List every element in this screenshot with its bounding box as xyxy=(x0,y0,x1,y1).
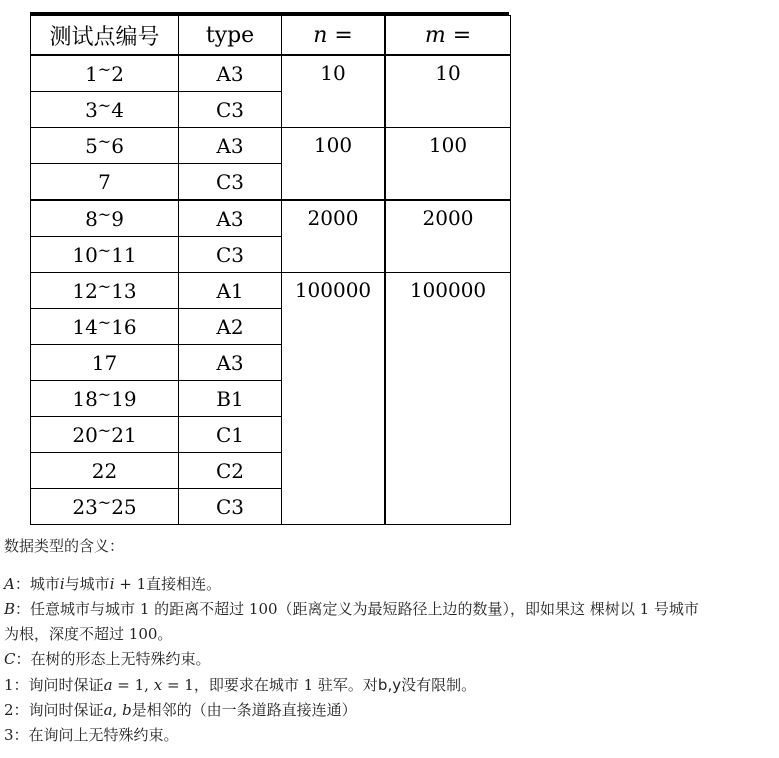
math-var: x xyxy=(153,676,163,694)
test-id-cell: 8~9 xyxy=(31,200,179,237)
math-num: 1 xyxy=(303,676,314,694)
type-cell: A1 xyxy=(179,273,282,309)
test-id-cell: 18~19 xyxy=(31,381,179,417)
header-m: m = xyxy=(385,16,511,56)
table-header-row xyxy=(31,16,511,56)
test-id-cell: 5~6 xyxy=(31,128,179,164)
definition-A xyxy=(4,572,221,596)
math-num: 100 xyxy=(248,600,278,618)
n-cell: 2000 xyxy=(282,200,386,273)
type-cell: A3 xyxy=(179,55,282,92)
def-text: （距离定义为最短路径上边的数量），即如果这 棵树以 xyxy=(277,600,640,618)
def-text: ：询问时保证 xyxy=(13,676,104,694)
test-id-cell: 12~13 xyxy=(31,273,179,309)
def-label: 2 xyxy=(4,701,14,719)
n-cell: 100 xyxy=(282,128,386,201)
test-id-cell: 14~16 xyxy=(31,309,179,345)
math-var: i xyxy=(109,575,115,593)
def-text: 是相邻的（由一条道路直接连通） xyxy=(131,701,357,719)
def-label: B xyxy=(4,600,16,618)
def-text: 直接相连。 xyxy=(146,575,222,593)
math-num: 100 xyxy=(128,625,158,643)
def-label: 3 xyxy=(4,726,14,744)
test-id-cell: 20~21 xyxy=(31,417,179,453)
def-text: 的距离不超过 xyxy=(149,600,249,618)
definition-B xyxy=(4,597,699,621)
math-var: i xyxy=(59,575,65,593)
math-var: a xyxy=(103,676,113,694)
n-cell: 100000 xyxy=(282,273,386,525)
m-cell: 2000 xyxy=(385,200,511,273)
def-label: A xyxy=(4,575,15,593)
definition-C xyxy=(4,647,211,671)
test-id-cell: 7 xyxy=(31,164,179,201)
m-cell: 100000 xyxy=(385,273,511,525)
math-var: a xyxy=(103,701,113,719)
test-id-cell: 23~25 xyxy=(31,489,179,525)
test-id-cell: 1~2 xyxy=(31,55,179,92)
def-text: 。 xyxy=(157,625,173,643)
def-text: 与城市 xyxy=(64,575,110,593)
def-text: ：在询问上无特殊约束。 xyxy=(13,726,179,744)
def-label: C xyxy=(4,650,16,668)
table-row xyxy=(31,128,511,164)
table-row xyxy=(31,273,511,309)
math-var: b xyxy=(122,701,132,719)
header-n: n = xyxy=(282,16,386,56)
math-num: 1 xyxy=(639,600,650,618)
type-cell: C3 xyxy=(179,92,282,128)
m-cell: 10 xyxy=(385,55,511,128)
def-text: ：城市 xyxy=(14,575,60,593)
test-point-table xyxy=(30,15,511,525)
data-type-heading: 数据类型的含义： xyxy=(4,537,125,555)
test-point-table-container xyxy=(30,15,509,525)
test-id-cell: 10~11 xyxy=(31,237,179,273)
def-text: ：询问时保证 xyxy=(13,701,104,719)
type-cell: A3 xyxy=(179,200,282,237)
header-test-id: 测试点编号 xyxy=(31,16,179,56)
m-cell: 100 xyxy=(385,128,511,201)
test-id-cell: 22 xyxy=(31,453,179,489)
type-cell: C3 xyxy=(179,489,282,525)
type-cell: A2 xyxy=(179,309,282,345)
definition-1 xyxy=(4,673,476,697)
math-expr: = 1 xyxy=(162,676,194,694)
table-row xyxy=(31,200,511,237)
definition-2 xyxy=(4,698,357,722)
math-num: 1 xyxy=(139,600,150,618)
def-text: ：在树的形态上无特殊约束。 xyxy=(15,650,211,668)
def-label: 1 xyxy=(4,676,14,694)
definition-3 xyxy=(4,723,179,747)
type-cell: C3 xyxy=(179,164,282,201)
def-text: 为根，深度不超过 xyxy=(4,625,129,643)
type-cell: C2 xyxy=(179,453,282,489)
math-expr: + 1 xyxy=(114,575,147,593)
def-text: ，即要求在城市 xyxy=(193,676,304,694)
definition-B-continued xyxy=(4,622,172,646)
n-cell: 10 xyxy=(282,55,386,128)
def-text: ：任意城市与城市 xyxy=(15,600,140,618)
math-expr: = 1, xyxy=(112,676,154,694)
type-cell: C1 xyxy=(179,417,282,453)
type-cell: C3 xyxy=(179,237,282,273)
header-type: type xyxy=(179,16,282,56)
test-id-cell: 3~4 xyxy=(31,92,179,128)
def-text: 驻军。对b,y没有限制。 xyxy=(313,676,477,694)
def-text: 号城市 xyxy=(649,600,699,618)
type-cell: B1 xyxy=(179,381,282,417)
type-cell: A3 xyxy=(179,345,282,381)
table-row xyxy=(31,55,511,92)
math-expr: , xyxy=(112,701,123,719)
test-id-cell: 17 xyxy=(31,345,179,381)
type-cell: A3 xyxy=(179,128,282,164)
